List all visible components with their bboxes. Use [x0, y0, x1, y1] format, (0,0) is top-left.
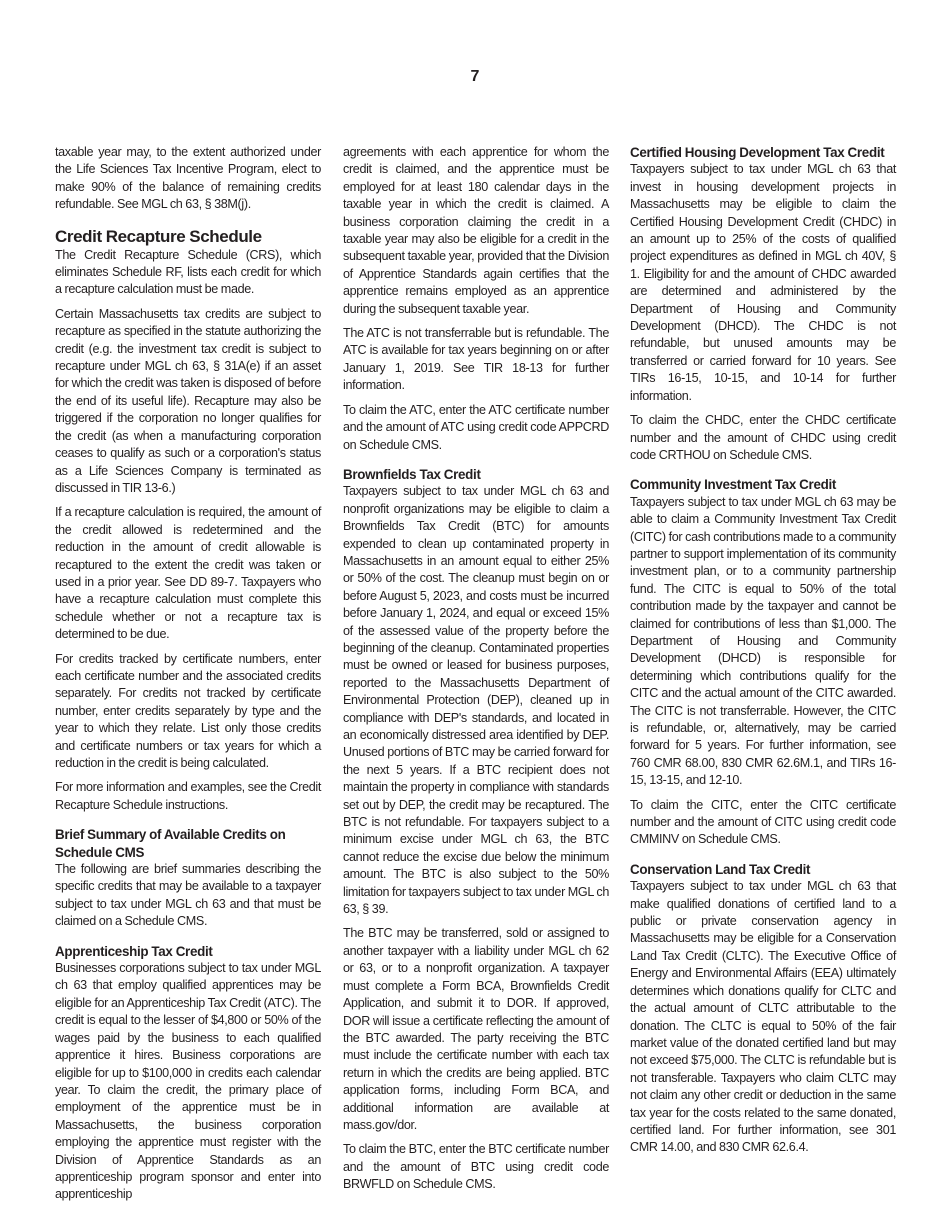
- paragraph: Taxpayers subject to tax under MGL ch 63 and nonprofit organizations may be eligible to claim a Brownfields Tax Credit (BTC) for amounts expended to clean up contaminated property in Massachusetts in an amount equal to either 25% or 50% of the cost. The cleanup must begin on or before August 5, 2023, and costs must be incurred before January 1, 2024, and equal or exceed 15% of the assessed value of the property before the beginning of the cleanup. Contaminated properties must be owned or leased for business purposes, reported to the Massachusetts Department of Environmental Protection (DEP), cleaned up in compliance with DEP's standards, and located in an economically distressed area identified by DEP. Unused portions of BTC may be carried forward for the next 5 years. If a BTC recipient does not maintain the property in compliance with standards set out by DEP, the credit may be recaptured. The BTC is not refundable. For taxpayers subject to a minimum excise under MGL ch 63, the BTC cannot reduce the excise due below the minimum amount. The BTC is also subject to the 50% limitation for taxpayers subject to tax under MGL ch 63, § 39.: [343, 484, 609, 917]
- paragraph: To claim the CHDC, enter the CHDC certificate number and the amount of CHDC using credit code CRTHOU on Schedule CMS.: [630, 413, 896, 462]
- subsection-heading-brief-summary: Brief Summary of Available Credits on Schedule CMS: [55, 827, 286, 860]
- column-3: [630, 144, 896, 1164]
- paragraph: agreements with each apprentice for whom the credit is claimed, and the apprentice must be employed for at least 180 calendar days in the taxable year in which the credit is claimed. A business corporation claiming the credit in a taxable year may also be eligible for a credit in the subsequent taxable year, provided that the Division of Apprentice Standards again certifies that the apprentice remains employed as an apprentice during the subsequent taxable year.: [343, 145, 609, 316]
- paragraph: To claim the ATC, enter the ATC certificate number and the amount of ATC using credit code APPCRD on Schedule CMS.: [343, 402, 609, 452]
- paragraph: For credits tracked by certificate numbers, enter each certificate number and the associated credits separately. For credits not tracked by certificate number, enter credits separately by type and the year to which they relate. List only those credits and certificate numbers or tax years for which a reduction in the credit is being calculated.: [55, 651, 321, 770]
- paragraph: If a recapture calculation is required, the amount of the credit allowed is redetermined and the reduction in the amount of credit allowable is recaptured to the extent the credit was taken or used in a prior year. See DD 89-7. Taxpayers who have a recapture calculation must complete this schedule whether or not a recapture tax is determined to be due.: [55, 505, 321, 642]
- paragraph: Taxpayers subject to tax under MGL ch 63 that make qualified donations of certified land to a public or private conservation agency in Massachusetts may be eligible for a Conservation Land Tax Credit (CLTC). The Executive Office of Energy and Environmental Affairs (EEA) ultimately determines which donations qualify for CLTC and the actual amount of CLTC attributable to the donation. The CLTC is equal to 50% of the fair market value of the donated certified land but may not exceed $75,000. The CLTC is refundable but is not transferable. Taxpayers who claim CLTC may not claim any other credit or deduction in the same tax year for the costs related to the same donated, certified land. For further information, see 301 CMR 14.00, and 830 CMR 62.6.4.: [630, 879, 896, 1155]
- subsection-heading-apprenticeship-tax-credit: Apprenticeship Tax Credit: [55, 943, 213, 959]
- paragraph: Taxpayers subject to tax under MGL ch 63 that invest in housing development projects in Massachusetts may be eligible to claim the Certified Housing Development Credit (CHDC) in an amount up to 25% of the costs of qualified project expenditures as defined in MGL ch 40V, § 1. Eligibility for and the amount of CHDC awarded are determined and administered by the Department of Housing and Community Development (DHCD). The CHDC is not refundable, but unused amounts may be transferred or carried forward for 10 years. See TIRs 16-15, 10-15, and 10-14 for further information.: [630, 162, 896, 403]
- subsection-heading-certified-housing-development-tax-credit: Certified Housing Development Tax Credit: [630, 145, 885, 160]
- paragraph: The following are brief summaries describing the specific credits that may be available to a taxpayer subject to tax under MGL ch 63 and that must be claimed on a Schedule CMS.: [55, 862, 321, 929]
- paragraph: For more information and examples, see the Credit Recapture Schedule instructions.: [55, 780, 321, 812]
- subsection-heading-conservation-land-tax-credit: Conservation Land Tax Credit: [630, 861, 811, 877]
- paragraph: Taxpayers subject to tax under MGL ch 63 may be able to claim a Community Investment Tax Credit (CITC) for cash contributions made to a community partner to support implementation of its community investment plan, or to a community partnership fund. The CITC is equal to 50% of the total contribution made by the taxpayer and cannot be claimed for contributions of less than $1,000. The Department of Housing and Community Development (DHCD) is responsible for determining which contributions qualify for the CITC and the actual amount of the CITC awarded. The CITC is not transferrable. However, the CITC is refundable, or, alternatively, may be carried forward for 5 years. For further information, see 760 CMR 68.00, 830 CMR 62.6M.1, and TIRs 16-15, 13-15, and 12-10.: [630, 494, 896, 788]
- paragraph: The BTC may be transferred, sold or assigned to another taxpayer with a liability under MGL ch 62 or 63, or to a nonprofit organization. A taxpayer must complete a Form BCA, Brownfields Credit Application, and submit it to DOR. If approved, DOR will issue a certificate reflecting the amount of the BTC awarded. The party receiving the BTC must include the certificate number with each tax return in which the credits are being applied. BTC application forms, including Form BCA, and additional information are available at mass.gov/dor.: [343, 926, 609, 1132]
- page-number: 7: [470, 68, 480, 85]
- subsection-heading-community-investment-tax-credit: Community Investment Tax Credit: [630, 477, 837, 493]
- paragraph: taxable year may, to the extent authorized under the Life Sciences Tax Incentive Program, elect to make 90% of the balance of remaining credits refundable. See MGL ch 63, § 38M(j).: [55, 145, 321, 212]
- paragraph: To claim the CITC, enter the CITC certificate number and the amount of CITC using credit code CMMINV on Schedule CMS.: [630, 797, 896, 847]
- paragraph: The ATC is not transferrable but is refundable. The ATC is available for tax years beginning on or after January 1, 2019. See TIR 18-13 for further information.: [343, 326, 609, 393]
- paragraph: Certain Massachusetts tax credits are subject to recapture as specified in the statute authorizing the credit (e.g. the investment tax credit is subject to recapture under MGL ch 63, § 31A(e) if an asset for which the credit was taken is disposed of before the end of its useful life). Recapture may also be triggered if the corporation no longer qualifies for the credit (as when a manufacturing corporation ceases to qualify as such or a corporation's status as a Life Sciences Company is terminated as discussed in TIR 13-6.): [55, 306, 321, 495]
- paragraph: To claim the BTC, enter the BTC certificate number and the amount of BTC using credit code BRWFLD on Schedule CMS.: [343, 1142, 609, 1192]
- column-2: [343, 144, 609, 1201]
- column-1: [55, 144, 321, 1211]
- paragraph: The Credit Recapture Schedule (CRS), which eliminates Schedule RF, lists each credit for which a recapture calculation must be made.: [55, 247, 321, 297]
- subsection-heading-brownfields-tax-credit: Brownfields Tax Credit: [343, 466, 481, 482]
- paragraph: Businesses corporations subject to tax under MGL ch 63 that employ qualified apprentices may be eligible for an Apprenticeship Tax Credit (ATC). The credit is equal to the lesser of $4,800 or 50% of the wages paid by the business to each qualified apprentice it hires. Business corporations are eligible for up to $100,000 in credits each calendar year. To claim the credit, the primary place of employment of the apprentice must be in Massachusetts, the business corporation employing the apprentice must register with the Division of Apprentice Standards as an apprenticeship program sponsor and enter into apprenticeship: [55, 961, 321, 1202]
- section-heading-credit-recapture-schedule: Credit Recapture Schedule: [55, 226, 262, 246]
